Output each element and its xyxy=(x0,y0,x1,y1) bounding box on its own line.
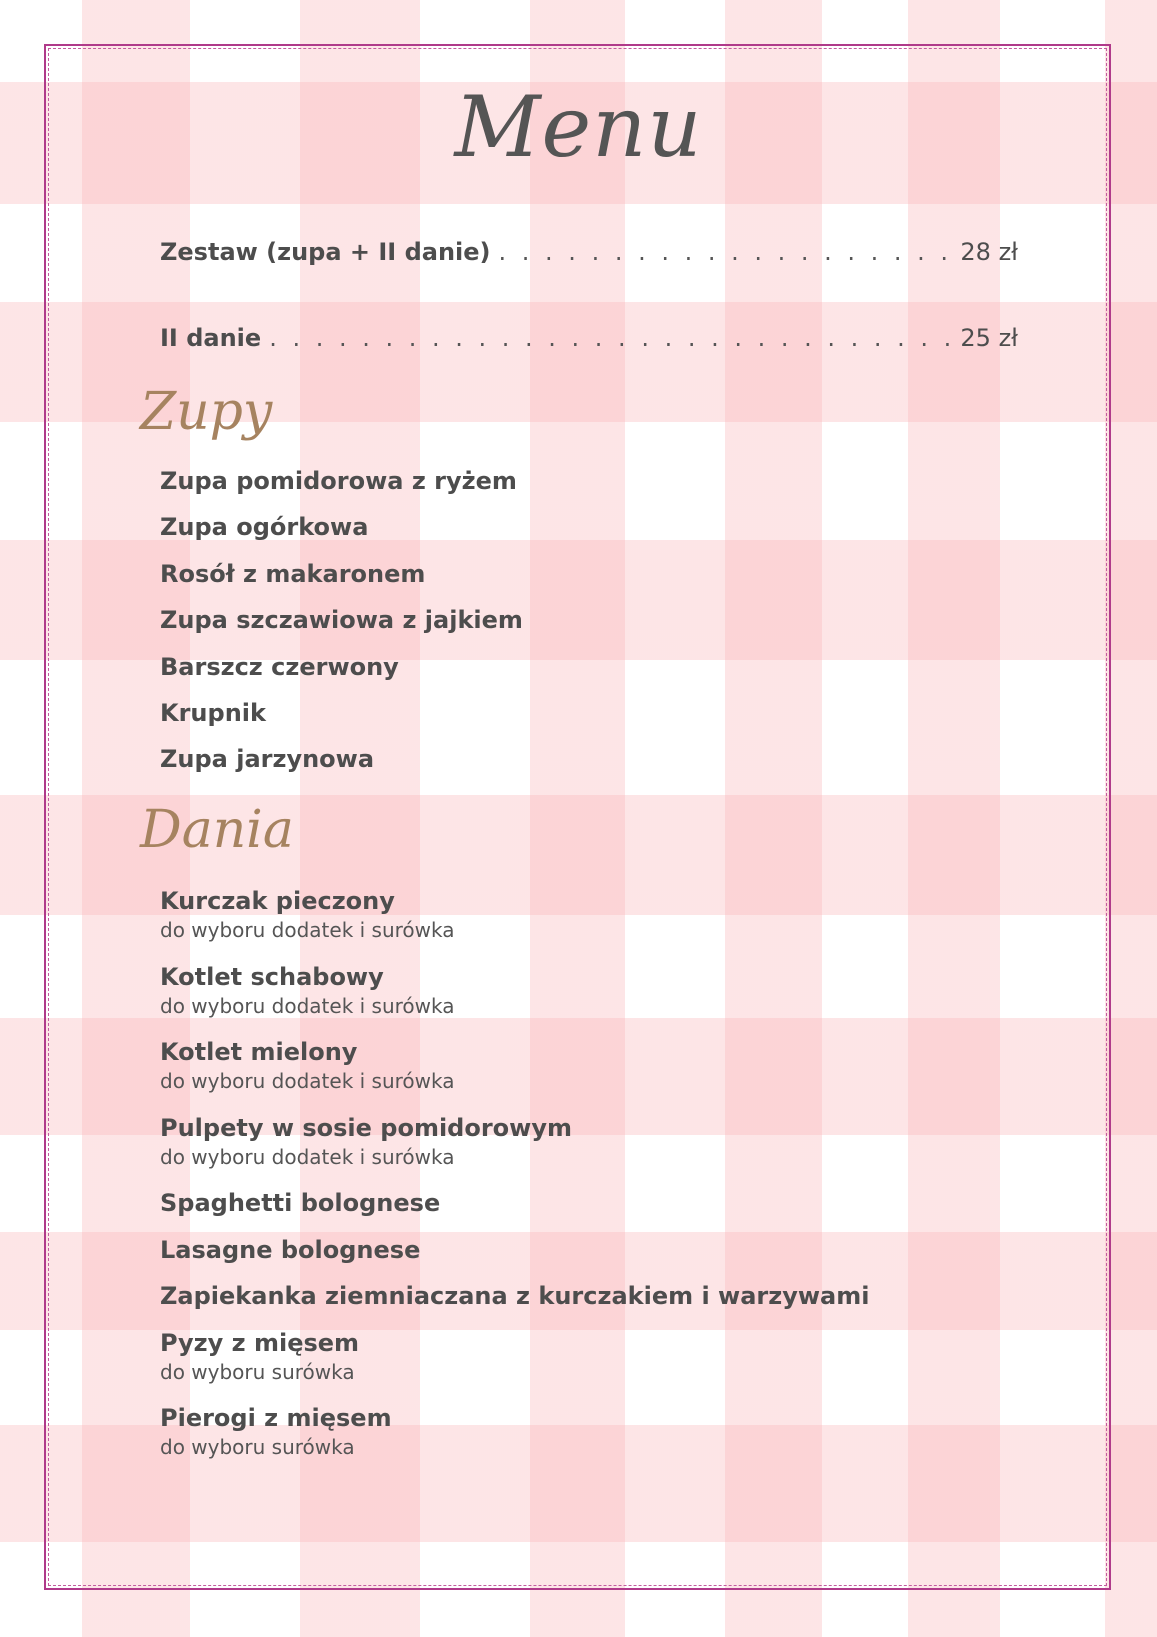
list-item: Zupa pomidorowa z ryżem xyxy=(160,467,517,495)
list-item: Zupa szczawiowa z jajkiem xyxy=(160,606,523,635)
dish-note: do wyboru dodatek i surówka xyxy=(160,993,455,1018)
dish-name: Pyzy z mięsem xyxy=(160,1328,360,1357)
list-item: Barszcz czerwony xyxy=(160,652,399,681)
list-item xyxy=(160,1037,869,1113)
list-item xyxy=(160,962,869,1038)
list-item xyxy=(160,1281,869,1328)
dish-note: do wyboru surówka xyxy=(160,1435,355,1459)
list-item xyxy=(160,1403,869,1479)
dot-leader xyxy=(269,324,952,352)
section-heading-soups: Zupy xyxy=(140,382,273,442)
price-row-ii-danie xyxy=(160,324,1018,352)
dish-name: Spaghetti bolognese xyxy=(160,1189,441,1217)
dish-note: do wyboru dodatek i surówka xyxy=(160,1069,455,1093)
dish-note: do wyboru dodatek i surówka xyxy=(160,1144,455,1169)
dish-note: do wyboru surówka xyxy=(160,1359,355,1384)
dot-leader xyxy=(499,238,953,266)
price-value: 28 zł xyxy=(960,238,1018,266)
dish-name: Pierogi z mięsem xyxy=(160,1404,392,1432)
list-item: Rosół z makaronem xyxy=(160,559,426,588)
dish-list xyxy=(160,886,869,1479)
price-label: Zestaw (zupa + II danie) xyxy=(160,238,491,266)
list-item xyxy=(160,1188,869,1235)
list-item: Zupa ogórkowa xyxy=(160,513,369,542)
dish-name: Lasagne bolognese xyxy=(160,1235,421,1264)
dish-name: Zapiekanka ziemniaczana z kurczakiem i warzywami xyxy=(160,1282,870,1310)
dish-name: Kurczak pieczony xyxy=(160,887,395,915)
list-item xyxy=(160,1113,869,1189)
dish-name: Kotlet schabowy xyxy=(160,962,384,991)
dish-note: do wyboru dodatek i surówka xyxy=(160,918,455,942)
section-heading-dishes: Dania xyxy=(140,800,294,860)
price-value: 25 zł xyxy=(960,324,1018,352)
price-row-zestaw xyxy=(160,238,1018,266)
soup-list xyxy=(160,458,523,783)
list-item: Krupnik xyxy=(160,698,266,727)
list-item xyxy=(160,886,869,962)
dish-name: Kotlet mielony xyxy=(160,1038,358,1066)
list-item xyxy=(160,1328,869,1404)
list-item xyxy=(160,1235,869,1282)
menu-title: Menu xyxy=(454,78,703,176)
dish-name: Pulpety w sosie pomidorowym xyxy=(160,1113,572,1142)
list-item: Zupa jarzynowa xyxy=(160,745,375,774)
price-label: II danie xyxy=(160,324,262,352)
